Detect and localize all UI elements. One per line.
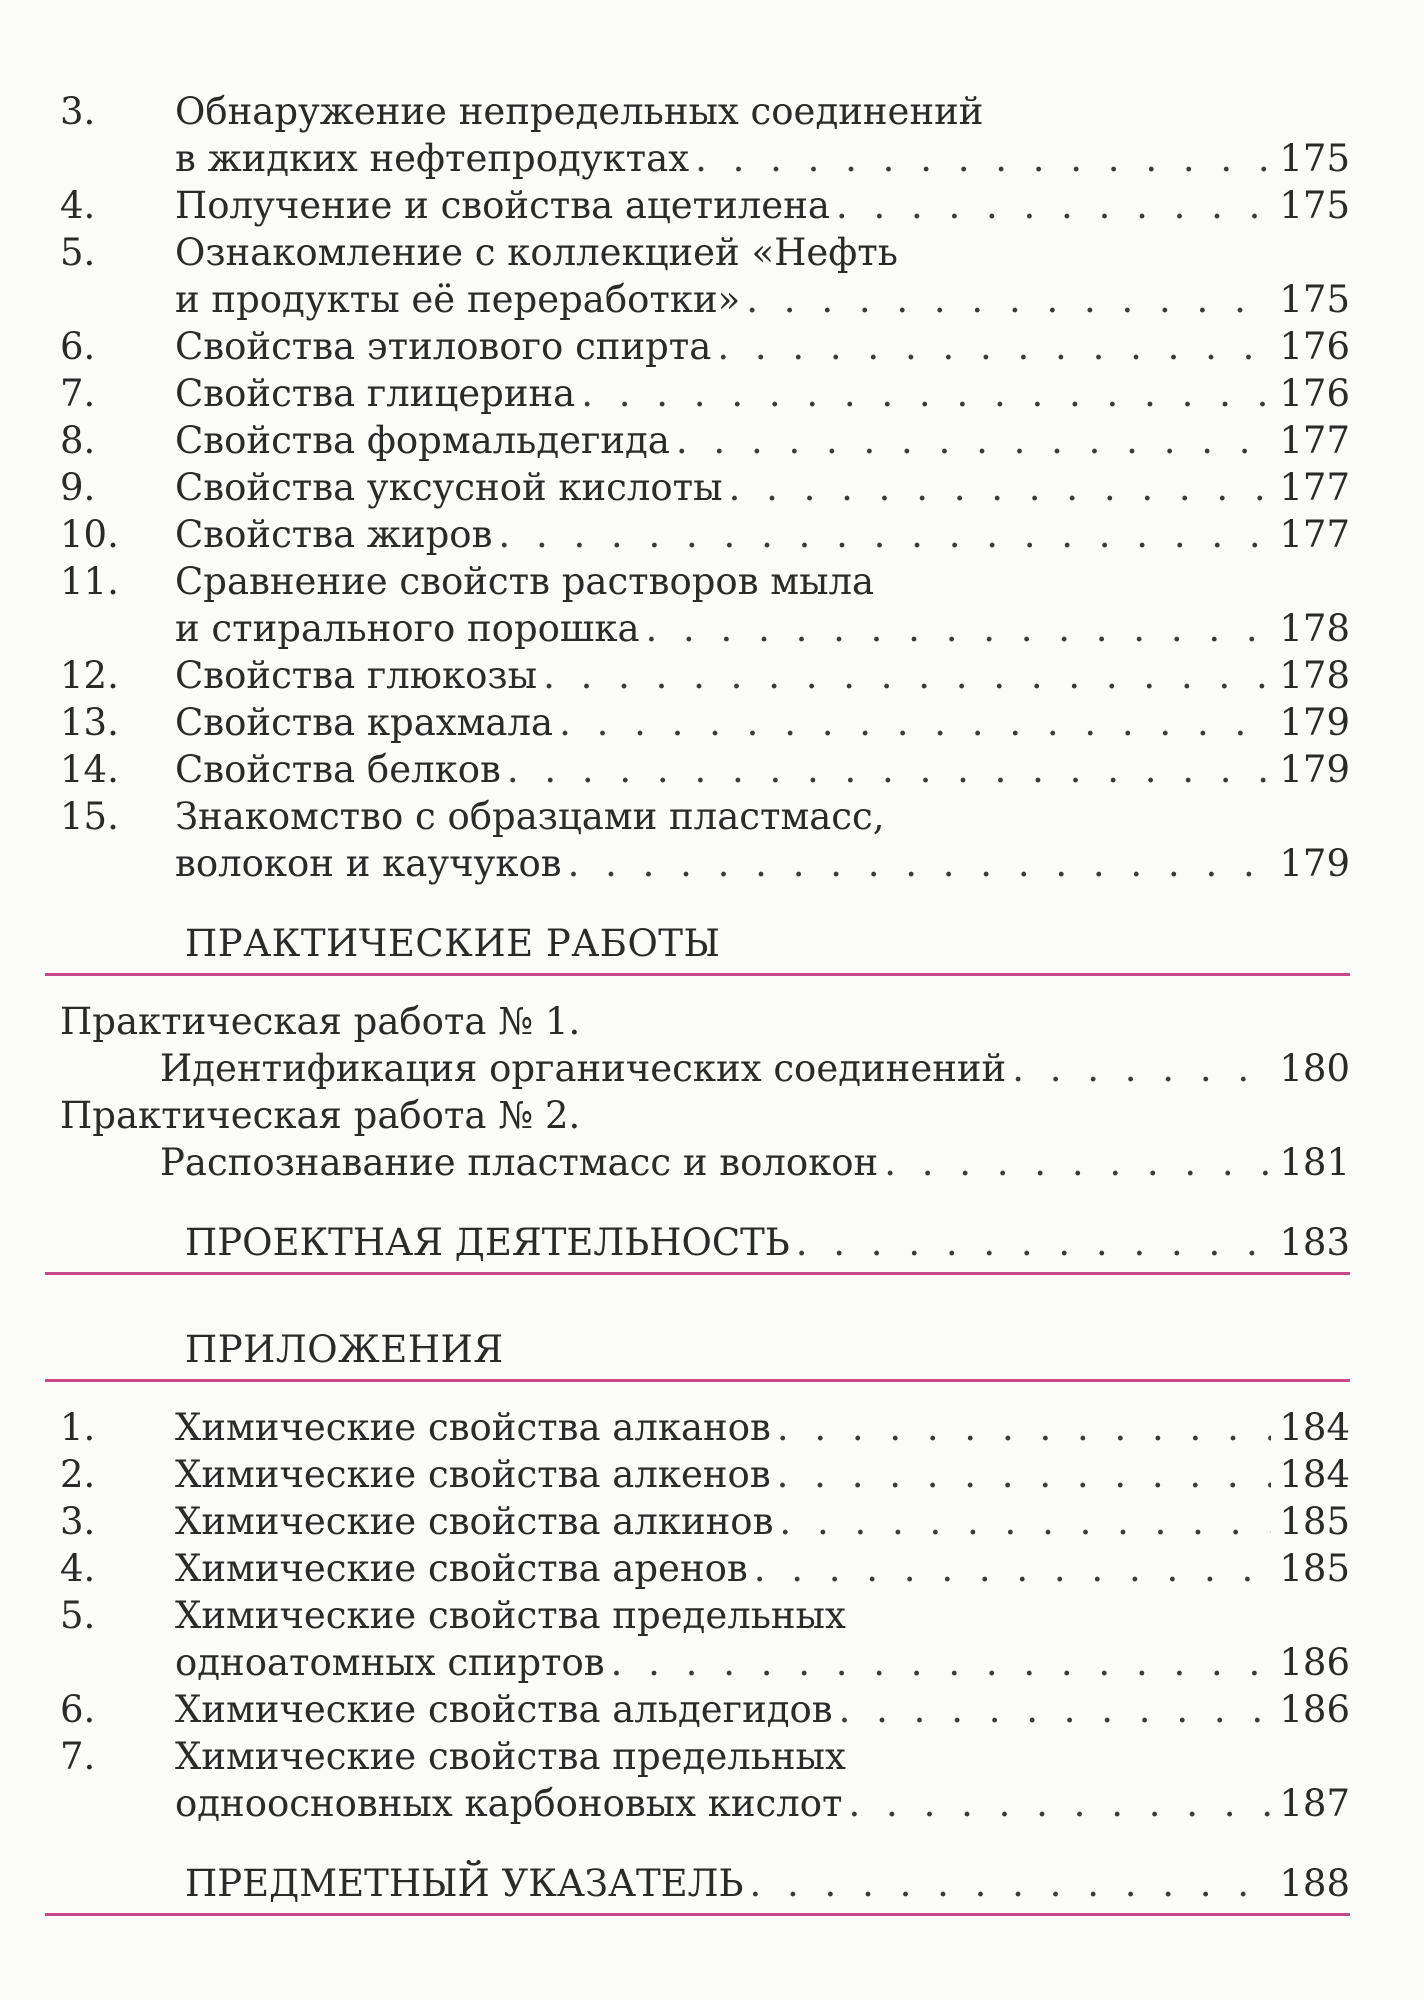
toc-line <box>175 1686 1350 1733</box>
entry-number: 7. <box>60 372 96 415</box>
entry-text: Получение и свойства ацетилена <box>175 184 830 227</box>
entry-body <box>175 417 1350 464</box>
entry-number: 13. <box>60 701 119 744</box>
entry-body <box>175 1686 1350 1733</box>
dot-leader <box>689 135 1271 182</box>
toc-entry <box>60 417 1350 464</box>
entry-text: Химические свойства алкенов <box>175 1453 771 1496</box>
entry-text: и продукты её переработки» <box>175 278 741 321</box>
toc-line <box>175 1404 1350 1451</box>
page-number: 177 <box>1279 419 1350 462</box>
entry-text: Свойства этилового спирта <box>175 325 712 368</box>
dot-leader <box>711 323 1271 370</box>
toc-line <box>175 511 1350 558</box>
page-number: 185 <box>1279 1500 1350 1543</box>
toc-line <box>175 652 1350 699</box>
entry-body <box>175 229 1350 323</box>
page-number: 175 <box>1279 278 1350 321</box>
appendix-list <box>60 1404 1350 1827</box>
entry-body <box>160 1045 1350 1092</box>
toc-line <box>175 605 1350 652</box>
page-number: 185 <box>1279 1547 1350 1590</box>
entry-text: Свойства уксусной кислоты <box>175 466 723 509</box>
dot-leader <box>771 1451 1272 1498</box>
entry-body <box>175 1404 1350 1451</box>
toc-entry <box>60 699 1350 746</box>
dot-leader <box>744 1860 1272 1907</box>
entry-number: 6. <box>60 1688 96 1731</box>
entry-body <box>175 558 1350 652</box>
entry-number: 15. <box>60 795 119 838</box>
toc-line <box>175 323 1350 370</box>
entry-number: 4. <box>60 1547 96 1590</box>
toc-line <box>175 1545 1350 1592</box>
entry-text: одноатомных спиртов <box>175 1641 605 1684</box>
practical-work-entry <box>60 1092 1350 1186</box>
entry-number: 4. <box>60 184 96 227</box>
entry-body <box>175 1733 1350 1827</box>
toc-entry <box>60 1686 1350 1733</box>
dot-leader <box>790 1219 1272 1266</box>
toc-entry <box>60 511 1350 558</box>
dot-leader <box>575 370 1271 417</box>
entry-text: Свойства крахмала <box>175 701 554 744</box>
toc-line <box>175 1498 1350 1545</box>
entry-text: Свойства формальдегида <box>175 419 670 462</box>
practical-work-title: Практическая работа № 2. <box>60 1094 581 1137</box>
page-number: 184 <box>1279 1406 1350 1449</box>
entry-number: 5. <box>60 1594 96 1637</box>
entry-body <box>175 323 1350 370</box>
entry-text: Химические свойства предельных <box>175 1594 846 1637</box>
entry-body <box>175 746 1350 793</box>
entry-text: Сравнение свойств растворов мыла <box>175 560 875 603</box>
dot-leader <box>605 1639 1272 1686</box>
dot-leader <box>723 464 1272 511</box>
toc-line <box>175 417 1350 464</box>
entry-number: 5. <box>60 231 96 274</box>
entry-body <box>175 511 1350 558</box>
page-number: 179 <box>1279 748 1350 791</box>
dot-leader <box>501 746 1272 793</box>
practical-work-entry <box>60 998 1350 1092</box>
dot-leader <box>740 276 1271 323</box>
toc-entry <box>60 88 1350 182</box>
entry-number: 14. <box>60 748 119 791</box>
entry-number: 12. <box>60 654 119 697</box>
entry-text: Свойства глицерина <box>175 372 576 415</box>
dot-leader <box>537 652 1271 699</box>
practical-works-heading <box>45 909 1350 976</box>
dot-leader <box>771 1404 1272 1451</box>
toc-entry <box>60 1733 1350 1827</box>
page-number: 179 <box>1279 842 1350 885</box>
section-title: ПРИЛОЖЕНИЯ <box>185 1328 504 1371</box>
toc-entry <box>60 652 1350 699</box>
practical-works-list <box>60 998 1350 1186</box>
entry-number: 3. <box>60 1500 96 1543</box>
practical-work-title: Практическая работа № 1. <box>60 1000 581 1043</box>
toc-line <box>175 276 1350 323</box>
page-number: 178 <box>1279 607 1350 650</box>
dot-leader <box>833 1686 1272 1733</box>
entry-body <box>175 1451 1350 1498</box>
page-number: 177 <box>1279 466 1350 509</box>
table-of-contents <box>60 88 1350 1916</box>
page-number: 178 <box>1279 654 1350 697</box>
entry-number: 6. <box>60 325 96 368</box>
page-number: 188 <box>1279 1862 1350 1905</box>
dot-leader <box>773 1498 1271 1545</box>
entry-body <box>175 1592 1350 1686</box>
dot-leader <box>670 417 1271 464</box>
entry-number: 7. <box>60 1735 96 1778</box>
toc-line <box>175 1780 1350 1827</box>
entry-text: Свойства белков <box>175 748 501 791</box>
page-number: 184 <box>1279 1453 1350 1496</box>
entry-number: 8. <box>60 419 96 462</box>
subject-index-heading <box>45 1849 1350 1916</box>
page-number: 176 <box>1279 372 1350 415</box>
entry-text: Идентификация органических соединений <box>160 1047 1007 1090</box>
section-title: ПРЕДМЕТНЫЙ УКАЗАТЕЛЬ <box>185 1862 744 1905</box>
toc-entry <box>60 1592 1350 1686</box>
entry-number: 10. <box>60 513 119 556</box>
toc-entry <box>60 793 1350 887</box>
dot-leader <box>878 1139 1271 1186</box>
toc-line <box>185 1860 1350 1907</box>
toc-entry <box>60 1404 1350 1451</box>
entry-text: в жидких нефтепродуктах <box>175 137 690 180</box>
page-number: 181 <box>1279 1141 1350 1184</box>
page-number: 175 <box>1279 184 1350 227</box>
dot-leader <box>553 699 1271 746</box>
entry-body <box>160 1139 1350 1186</box>
entry-text: Химические свойства предельных <box>175 1735 846 1778</box>
page-number: 187 <box>1279 1782 1350 1825</box>
toc-entry <box>60 1451 1350 1498</box>
appendix-heading <box>45 1315 1350 1382</box>
entry-number: 11. <box>60 560 119 603</box>
toc-line <box>175 699 1350 746</box>
entry-body <box>175 1545 1350 1592</box>
section-title: ПРОЕКТНАЯ ДЕЯТЕЛЬНОСТЬ <box>185 1221 790 1264</box>
entry-text: Химические свойства альдегидов <box>175 1688 833 1731</box>
entry-text: волокон и каучуков <box>175 842 562 885</box>
page-number: 179 <box>1279 701 1350 744</box>
entry-number: 1. <box>60 1406 96 1449</box>
toc-line <box>175 746 1350 793</box>
section-title: ПРАКТИЧЕСКИЕ РАБОТЫ <box>185 922 721 965</box>
toc-entry <box>60 182 1350 229</box>
dot-leader <box>640 605 1272 652</box>
page-number: 180 <box>1279 1047 1350 1090</box>
entry-body <box>175 464 1350 511</box>
entry-body <box>175 370 1350 417</box>
toc-entry <box>60 323 1350 370</box>
entry-text: Обнаружение непредельных соединений <box>175 90 984 133</box>
entry-number: 9. <box>60 466 96 509</box>
page-number: 183 <box>1279 1221 1350 1264</box>
entry-text: Химические свойства алкинов <box>175 1500 774 1543</box>
entry-text: Ознакомление с коллекцией «Нефть <box>175 231 898 274</box>
toc-entry <box>60 1498 1350 1545</box>
dot-leader <box>562 840 1272 887</box>
lab-experiments-list <box>60 88 1350 887</box>
dot-leader <box>748 1545 1272 1592</box>
toc-line <box>175 1639 1350 1686</box>
toc-line <box>160 1045 1350 1092</box>
toc-entry <box>60 370 1350 417</box>
entry-number: 2. <box>60 1453 96 1496</box>
toc-line <box>175 464 1350 511</box>
toc-entry <box>60 558 1350 652</box>
entry-body <box>175 88 1350 182</box>
entry-text: Химические свойства алканов <box>175 1406 771 1449</box>
entry-body <box>175 182 1350 229</box>
entry-body <box>175 652 1350 699</box>
toc-line <box>175 182 1350 229</box>
toc-line <box>175 1451 1350 1498</box>
dot-leader <box>843 1780 1272 1827</box>
toc-line <box>160 1139 1350 1186</box>
toc-line <box>185 1219 1350 1266</box>
dot-leader <box>1006 1045 1271 1092</box>
entry-text: Свойства глюкозы <box>175 654 538 697</box>
toc-line <box>175 370 1350 417</box>
entry-body <box>175 1498 1350 1545</box>
entry-body <box>175 699 1350 746</box>
toc-entry <box>60 464 1350 511</box>
entry-text: Распознавание пластмасс и волокон <box>160 1141 879 1184</box>
dot-leader <box>830 182 1271 229</box>
page-number: 186 <box>1279 1641 1350 1684</box>
toc-line <box>175 840 1350 887</box>
entry-text: Химические свойства аренов <box>175 1547 748 1590</box>
dot-leader <box>492 511 1271 558</box>
entry-text: одноосновных карбоновых кислот <box>175 1782 843 1825</box>
page-number: 176 <box>1279 325 1350 368</box>
entry-number: 3. <box>60 90 96 133</box>
entry-text: и стирального порошка <box>175 607 640 650</box>
page-number: 186 <box>1279 1688 1350 1731</box>
entry-text: Свойства жиров <box>175 513 493 556</box>
toc-line <box>175 135 1350 182</box>
toc-entry <box>60 229 1350 323</box>
page-number: 177 <box>1279 513 1350 556</box>
toc-entry <box>60 746 1350 793</box>
page-number: 175 <box>1279 137 1350 180</box>
toc-entry <box>60 1545 1350 1592</box>
entry-body <box>175 793 1350 887</box>
entry-text: Знакомство с образцами пластмасс, <box>175 795 885 838</box>
project-activity-heading <box>45 1208 1350 1275</box>
